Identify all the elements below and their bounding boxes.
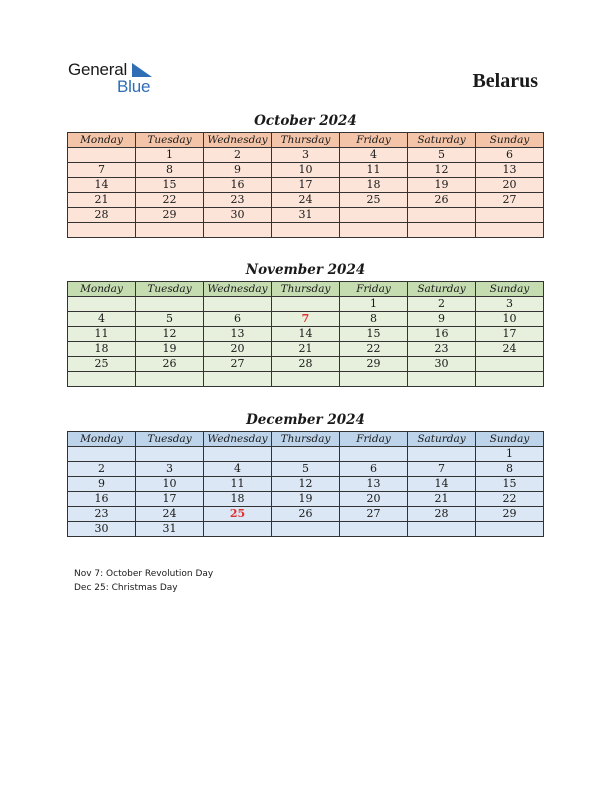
day-cell: 2 (68, 462, 136, 477)
day-cell: 6 (340, 462, 408, 477)
day-cell: 22 (136, 193, 204, 208)
weekday-header: Thursday (272, 133, 340, 148)
day-cell: 8 (136, 163, 204, 178)
logo-text-blue: Blue (117, 77, 151, 96)
day-cell (68, 447, 136, 462)
holiday-day-cell: 25 (204, 507, 272, 522)
day-cell: 3 (272, 148, 340, 163)
day-cell: 22 (340, 342, 408, 357)
weekday-header: Saturday (408, 282, 476, 297)
weekday-header: Sunday (476, 282, 544, 297)
month-grid (67, 132, 544, 238)
day-cell (476, 522, 544, 537)
day-cell: 2 (408, 297, 476, 312)
day-cell: 17 (272, 178, 340, 193)
weekday-header: Thursday (272, 432, 340, 447)
day-cell (136, 223, 204, 238)
day-cell (340, 208, 408, 223)
day-cell: 3 (476, 297, 544, 312)
day-cell: 24 (476, 342, 544, 357)
weekday-header: Monday (68, 282, 136, 297)
day-cell (68, 148, 136, 163)
day-cell: 16 (204, 178, 272, 193)
day-cell: 21 (272, 342, 340, 357)
day-cell: 16 (408, 327, 476, 342)
day-cell (272, 522, 340, 537)
day-cell: 25 (340, 193, 408, 208)
weekday-header-row (68, 133, 544, 148)
week-row (68, 297, 544, 312)
country-title: Belarus (472, 70, 538, 92)
day-cell: 6 (204, 312, 272, 327)
day-cell: 24 (272, 193, 340, 208)
day-cell (476, 208, 544, 223)
day-cell (204, 297, 272, 312)
weekday-header: Friday (340, 282, 408, 297)
day-cell: 26 (272, 507, 340, 522)
week-row (68, 327, 544, 342)
day-cell (408, 372, 476, 387)
day-cell (68, 372, 136, 387)
day-cell: 19 (408, 178, 476, 193)
day-cell: 19 (136, 342, 204, 357)
day-cell: 14 (68, 178, 136, 193)
day-cell (340, 522, 408, 537)
day-cell: 4 (340, 148, 408, 163)
week-row (68, 163, 544, 178)
day-cell: 12 (272, 477, 340, 492)
day-cell (136, 297, 204, 312)
month-calendar-oct (67, 112, 544, 238)
day-cell (408, 522, 476, 537)
day-cell: 27 (204, 357, 272, 372)
week-row (68, 462, 544, 477)
month-grid (67, 431, 544, 537)
day-cell (68, 223, 136, 238)
day-cell: 11 (204, 477, 272, 492)
day-cell: 28 (272, 357, 340, 372)
week-row (68, 447, 544, 462)
day-cell (340, 223, 408, 238)
day-cell: 25 (68, 357, 136, 372)
day-cell: 10 (476, 312, 544, 327)
weekday-header: Sunday (476, 432, 544, 447)
week-row (68, 522, 544, 537)
day-cell: 1 (476, 447, 544, 462)
day-cell: 15 (136, 178, 204, 193)
day-cell: 11 (68, 327, 136, 342)
day-cell (340, 447, 408, 462)
day-cell: 20 (340, 492, 408, 507)
day-cell (272, 297, 340, 312)
logo-triangle-icon (132, 63, 152, 77)
day-cell: 23 (204, 193, 272, 208)
day-cell: 31 (136, 522, 204, 537)
weekday-header-row (68, 282, 544, 297)
day-cell: 4 (204, 462, 272, 477)
day-cell (204, 223, 272, 238)
weekday-header: Monday (68, 432, 136, 447)
day-cell (272, 223, 340, 238)
day-cell: 29 (340, 357, 408, 372)
day-cell (272, 372, 340, 387)
day-cell (476, 223, 544, 238)
week-row (68, 492, 544, 507)
weekday-header: Tuesday (136, 282, 204, 297)
week-row (68, 178, 544, 193)
day-cell: 18 (68, 342, 136, 357)
weekday-header: Friday (340, 432, 408, 447)
day-cell (408, 208, 476, 223)
day-cell: 13 (340, 477, 408, 492)
day-cell (476, 372, 544, 387)
logo-text-general: General (68, 60, 128, 79)
day-cell: 10 (272, 163, 340, 178)
day-cell: 14 (272, 327, 340, 342)
month-calendar-dec (67, 411, 544, 537)
week-row (68, 477, 544, 492)
week-row (68, 357, 544, 372)
day-cell: 9 (204, 163, 272, 178)
day-cell: 14 (408, 477, 476, 492)
month-title: December 2024 (246, 412, 365, 428)
day-cell: 23 (68, 507, 136, 522)
day-cell: 15 (476, 477, 544, 492)
day-cell: 13 (204, 327, 272, 342)
month-calendar-nov (67, 261, 544, 387)
weekday-header: Wednesday (204, 282, 272, 297)
day-cell: 8 (476, 462, 544, 477)
day-cell: 26 (408, 193, 476, 208)
day-cell: 29 (136, 208, 204, 223)
day-cell: 12 (408, 163, 476, 178)
weekday-header: Monday (68, 133, 136, 148)
day-cell (136, 447, 204, 462)
day-cell: 28 (68, 208, 136, 223)
week-row (68, 372, 544, 387)
day-cell: 11 (340, 163, 408, 178)
weekday-header: Wednesday (204, 432, 272, 447)
day-cell: 9 (408, 312, 476, 327)
weekday-header: Saturday (408, 133, 476, 148)
week-row (68, 208, 544, 223)
weekday-header: Thursday (272, 282, 340, 297)
week-row (68, 507, 544, 522)
week-row (68, 223, 544, 238)
day-cell: 30 (204, 208, 272, 223)
day-cell: 15 (340, 327, 408, 342)
day-cell (204, 447, 272, 462)
day-cell: 13 (476, 163, 544, 178)
day-cell: 1 (136, 148, 204, 163)
day-cell (408, 447, 476, 462)
day-cell: 7 (408, 462, 476, 477)
day-cell: 30 (68, 522, 136, 537)
day-cell: 6 (476, 148, 544, 163)
day-cell: 29 (476, 507, 544, 522)
day-cell: 20 (204, 342, 272, 357)
day-cell: 27 (476, 193, 544, 208)
day-cell (272, 447, 340, 462)
day-cell: 10 (136, 477, 204, 492)
day-cell: 4 (68, 312, 136, 327)
weekday-header: Wednesday (204, 133, 272, 148)
holiday-day-cell: 7 (272, 312, 340, 327)
weekday-header: Tuesday (136, 133, 204, 148)
week-row (68, 148, 544, 163)
holiday-notes (74, 567, 213, 595)
day-cell (68, 297, 136, 312)
day-cell: 22 (476, 492, 544, 507)
day-cell: 1 (340, 297, 408, 312)
day-cell (204, 522, 272, 537)
day-cell: 20 (476, 178, 544, 193)
day-cell: 21 (408, 492, 476, 507)
day-cell: 26 (136, 357, 204, 372)
weekday-header-row (68, 432, 544, 447)
day-cell: 18 (204, 492, 272, 507)
weekday-header: Friday (340, 133, 408, 148)
month-title: November 2024 (245, 262, 366, 278)
day-cell: 19 (272, 492, 340, 507)
holiday-note: Nov 7: October Revolution Day (74, 569, 214, 579)
day-cell: 28 (408, 507, 476, 522)
day-cell (136, 372, 204, 387)
week-row (68, 193, 544, 208)
week-row (68, 312, 544, 327)
day-cell: 17 (476, 327, 544, 342)
week-row (68, 342, 544, 357)
weekday-header: Saturday (408, 432, 476, 447)
day-cell (204, 372, 272, 387)
day-cell: 5 (408, 148, 476, 163)
month-title: October 2024 (254, 113, 357, 129)
weekday-header: Tuesday (136, 432, 204, 447)
day-cell: 9 (68, 477, 136, 492)
day-cell: 3 (136, 462, 204, 477)
day-cell: 23 (408, 342, 476, 357)
holiday-note: Dec 25: Christmas Day (74, 583, 178, 593)
day-cell (408, 223, 476, 238)
day-cell: 5 (136, 312, 204, 327)
day-cell: 2 (204, 148, 272, 163)
day-cell: 17 (136, 492, 204, 507)
day-cell: 24 (136, 507, 204, 522)
day-cell: 30 (408, 357, 476, 372)
day-cell: 7 (68, 163, 136, 178)
generalblue-logo (68, 60, 168, 96)
day-cell: 27 (340, 507, 408, 522)
day-cell (340, 372, 408, 387)
day-cell: 12 (136, 327, 204, 342)
day-cell: 16 (68, 492, 136, 507)
month-grid (67, 281, 544, 387)
day-cell (476, 357, 544, 372)
day-cell: 18 (340, 178, 408, 193)
day-cell: 31 (272, 208, 340, 223)
day-cell: 5 (272, 462, 340, 477)
day-cell: 21 (68, 193, 136, 208)
weekday-header: Sunday (476, 133, 544, 148)
day-cell: 8 (340, 312, 408, 327)
